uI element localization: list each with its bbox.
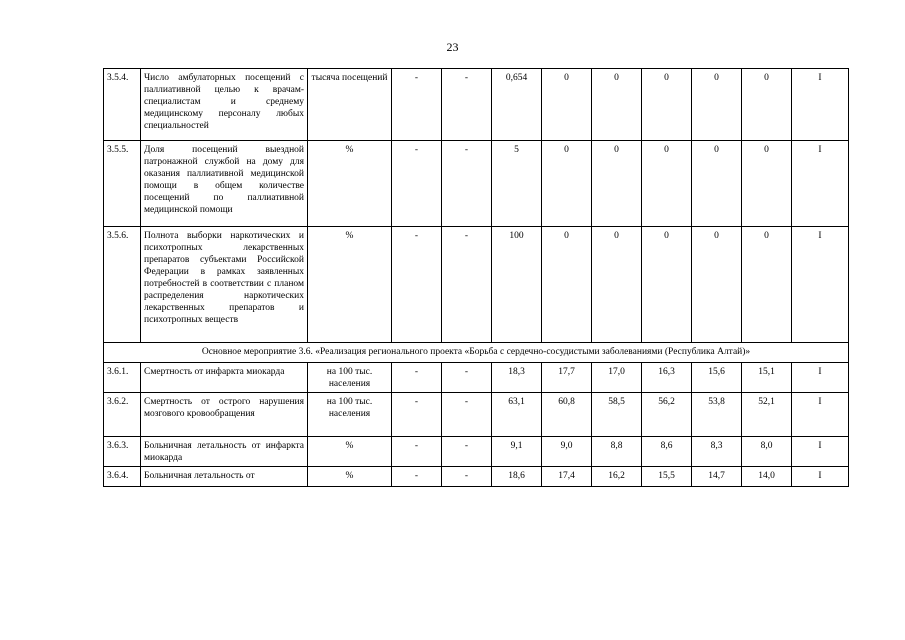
type-cell: I bbox=[792, 141, 849, 227]
indicator-name: Больничная летальность от инфаркта миокарда bbox=[141, 437, 308, 467]
indicator-name: Полнота выборки наркотических и психотропных лекарственных препаратов субъектами Российской Федерации в рамках заявленных потребностей в соответствии с планом распределения наркотических лекарственных препаратов и психотропных веществ bbox=[141, 227, 308, 343]
value-cell: 52,1 bbox=[742, 393, 792, 437]
value-cell: 0,654 bbox=[492, 69, 542, 141]
value-cell: 0 bbox=[692, 69, 742, 141]
value-cell: 18,6 bbox=[492, 467, 542, 487]
value-cell: 15,6 bbox=[692, 363, 742, 393]
value-cell: 0 bbox=[542, 227, 592, 343]
value-cell: 58,5 bbox=[592, 393, 642, 437]
value-cell: 0 bbox=[642, 141, 692, 227]
value-cell: - bbox=[442, 437, 492, 467]
unit-cell: тысяча посещений bbox=[308, 69, 392, 141]
indicators-table bbox=[103, 68, 849, 487]
indicator-name: Смертность от острого нарушения мозгового кровообращения bbox=[141, 393, 308, 437]
row-number: 3.5.5. bbox=[104, 141, 141, 227]
value-cell: 9,1 bbox=[492, 437, 542, 467]
value-cell: 56,2 bbox=[642, 393, 692, 437]
value-cell: 0 bbox=[592, 141, 642, 227]
table-row bbox=[104, 141, 849, 227]
table-row bbox=[104, 467, 849, 487]
section-title: Основное мероприятие 3.6. «Реализация регионального проекта «Борьба с сердечно-сосудистыми заболеваниями (Республика Алтай)» bbox=[104, 343, 849, 363]
value-cell: 8,0 bbox=[742, 437, 792, 467]
value-cell: - bbox=[392, 227, 442, 343]
value-cell: - bbox=[442, 393, 492, 437]
value-cell: - bbox=[392, 467, 442, 487]
value-cell: - bbox=[442, 227, 492, 343]
indicator-name: Больничная летальность от bbox=[141, 467, 308, 487]
value-cell: 17,7 bbox=[542, 363, 592, 393]
indicator-name: Доля посещений выездной патронажной службой на дому для оказания паллиативной медицинской помощи в общем количестве посещений по паллиативной медицинской помощи bbox=[141, 141, 308, 227]
value-cell: 14,0 bbox=[742, 467, 792, 487]
type-cell: I bbox=[792, 363, 849, 393]
unit-cell: % bbox=[308, 467, 392, 487]
value-cell: 0 bbox=[692, 227, 742, 343]
value-cell: 0 bbox=[592, 69, 642, 141]
value-cell: - bbox=[442, 69, 492, 141]
unit-cell: % bbox=[308, 227, 392, 343]
table-row bbox=[104, 69, 849, 141]
table-row bbox=[104, 393, 849, 437]
value-cell: - bbox=[442, 141, 492, 227]
unit-cell: % bbox=[308, 437, 392, 467]
value-cell: 17,0 bbox=[592, 363, 642, 393]
value-cell: 18,3 bbox=[492, 363, 542, 393]
type-cell: I bbox=[792, 393, 849, 437]
type-cell: I bbox=[792, 437, 849, 467]
type-cell: I bbox=[792, 467, 849, 487]
value-cell: 8,6 bbox=[642, 437, 692, 467]
value-cell: 0 bbox=[592, 227, 642, 343]
value-cell: 0 bbox=[742, 227, 792, 343]
value-cell: 9,0 bbox=[542, 437, 592, 467]
table-row bbox=[104, 437, 849, 467]
value-cell: 63,1 bbox=[492, 393, 542, 437]
value-cell: 0 bbox=[642, 227, 692, 343]
table-row bbox=[104, 227, 849, 343]
section-row bbox=[104, 343, 849, 363]
value-cell: - bbox=[442, 467, 492, 487]
unit-cell: на 100 тыс. населения bbox=[308, 363, 392, 393]
value-cell: 0 bbox=[692, 141, 742, 227]
table-row bbox=[104, 363, 849, 393]
value-cell: 0 bbox=[542, 141, 592, 227]
value-cell: 16,3 bbox=[642, 363, 692, 393]
value-cell: 15,5 bbox=[642, 467, 692, 487]
value-cell: 5 bbox=[492, 141, 542, 227]
type-cell: I bbox=[792, 69, 849, 141]
type-cell: I bbox=[792, 227, 849, 343]
value-cell: - bbox=[392, 363, 442, 393]
value-cell: 15,1 bbox=[742, 363, 792, 393]
row-number: 3.5.4. bbox=[104, 69, 141, 141]
value-cell: 17,4 bbox=[542, 467, 592, 487]
value-cell: - bbox=[392, 393, 442, 437]
row-number: 3.6.3. bbox=[104, 437, 141, 467]
unit-cell: на 100 тыс. населения bbox=[308, 393, 392, 437]
row-number: 3.6.1. bbox=[104, 363, 141, 393]
row-number: 3.6.4. bbox=[104, 467, 141, 487]
value-cell: 53,8 bbox=[692, 393, 742, 437]
value-cell: - bbox=[392, 437, 442, 467]
value-cell: - bbox=[392, 141, 442, 227]
value-cell: 0 bbox=[742, 141, 792, 227]
value-cell: - bbox=[442, 363, 492, 393]
value-cell: 60,8 bbox=[542, 393, 592, 437]
value-cell: 14,7 bbox=[692, 467, 742, 487]
value-cell: 0 bbox=[742, 69, 792, 141]
value-cell: - bbox=[392, 69, 442, 141]
row-number: 3.6.2. bbox=[104, 393, 141, 437]
value-cell: 16,2 bbox=[592, 467, 642, 487]
page-number: 23 bbox=[446, 40, 459, 54]
value-cell: 0 bbox=[642, 69, 692, 141]
value-cell: 0 bbox=[542, 69, 592, 141]
value-cell: 8,8 bbox=[592, 437, 642, 467]
unit-cell: % bbox=[308, 141, 392, 227]
indicator-name: Смертность от инфаркта миокарда bbox=[141, 363, 308, 393]
indicator-name: Число амбулаторных посещений с паллиативной целью к врачам-специалистам и среднему медицинскому персоналу любых специальностей bbox=[141, 69, 308, 141]
row-number: 3.5.6. bbox=[104, 227, 141, 343]
value-cell: 100 bbox=[492, 227, 542, 343]
value-cell: 8,3 bbox=[692, 437, 742, 467]
